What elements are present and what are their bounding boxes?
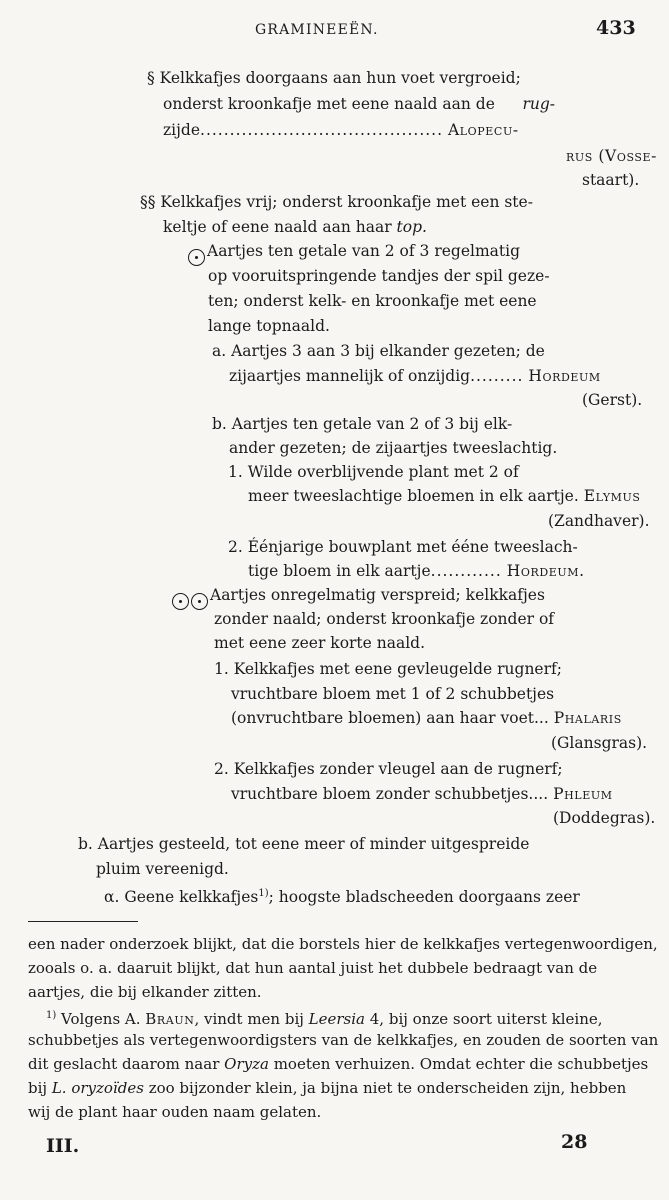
key-line [248, 486, 641, 506]
text-span: Aartjes onregelmatig verspreid; kelkkafjes [210, 586, 545, 604]
leader-dots: ......................................... [200, 121, 444, 139]
key-line: b. Aartjes ten getale van 2 of 3 bij elk- [212, 415, 513, 433]
text-span: α. Geene kelkkafjes [104, 888, 259, 906]
key-line [248, 561, 585, 581]
italic-span: Oryza [224, 1055, 269, 1073]
footnote-line [28, 1054, 649, 1074]
signature-roman: III. [46, 1135, 80, 1157]
genus-name: Hordeum. [506, 562, 585, 580]
key-line: (Doddegras). [553, 809, 656, 827]
text-span [188, 241, 520, 266]
key-line [172, 585, 555, 610]
text-span: bij [28, 1079, 52, 1097]
italic-span: Leersia [308, 1010, 365, 1028]
sun-symbol-icon [191, 593, 208, 610]
text-span: tige bloem in elk aartje [248, 562, 431, 580]
text-span: vruchtbare bloem zonder schubbetjes.... [231, 785, 549, 803]
footnote-marker: 1) [258, 888, 269, 899]
italic-span: rug- [522, 95, 555, 113]
text-span: onderst kroonkafje met eene naald aan de [163, 95, 495, 113]
text-span: Aartjes ten getale van 2 of 3 regelmatig [207, 242, 521, 260]
text-span [46, 1006, 603, 1029]
footnote-line [46, 1006, 640, 1029]
genus-name: Phalaris [553, 709, 622, 727]
footnote-line: een nader onderzoek blijkt, dat die borstels hier de kelkkafjes vertegenwoordigen, [28, 935, 658, 953]
italic-span: L. oryzoïdes [51, 1079, 144, 1097]
key-line: §§ Kelkkafjes vrij; onderst kroonkafje met een ste- [140, 193, 533, 211]
leader-dots: ............ [430, 562, 502, 580]
text-span: 4, bij onze soort uiterst kleine, [365, 1010, 603, 1028]
text-span: ; hoogste bladscheeden doorgaans zeer [268, 888, 580, 906]
key-line [163, 120, 519, 140]
footnote-marker: 1) [46, 1010, 57, 1021]
key-line: pluim vereenigd. [96, 860, 229, 878]
text-span: (onvruchtbare bloemen) aan haar voet... [231, 709, 549, 727]
genus-name: Alopecu- [447, 121, 519, 139]
signature-number: 28 [561, 1131, 588, 1153]
key-line: a. Aartjes 3 aan 3 bij elkander gezeten; de [212, 342, 545, 360]
key-line: (Zandhaver). [548, 512, 650, 530]
key-line: § Kelkkafjes doorgaans aan hun voet vergroeid; [147, 69, 521, 87]
key-line: 2. Kelkkafjes zonder vleugel aan de rugnerf; [214, 760, 563, 778]
footnote-line [28, 1078, 640, 1098]
text-span: , vindt men bij [194, 1010, 309, 1028]
key-line [104, 884, 580, 907]
text-span [172, 585, 545, 610]
text-span: zijaartjes mannelijk of onzijdig [229, 367, 471, 385]
key-line [163, 94, 555, 114]
key-line: ander gezeten; de zijaartjes tweeslachtig. [229, 439, 558, 457]
text-span [28, 1078, 626, 1098]
key-line: (Gerst). [582, 391, 643, 409]
sun-symbol-icon [188, 249, 205, 266]
key-line: op vooruitspringende tandjes der spil geze- [208, 267, 550, 285]
key-line: zonder naald; onderst kroonkafje zonder of [214, 610, 555, 628]
text-span [28, 1054, 648, 1074]
key-line: met eene zeer korte naald. [214, 634, 426, 652]
key-line [231, 708, 622, 728]
key-line: (Glansgras). [551, 734, 648, 752]
genus-name: Phleum [553, 785, 613, 803]
key-line: b. Aartjes gesteeld, tot eene meer of minder uitgespreide [78, 835, 530, 853]
footnote-line: zooals o. a. daaruit blijkt, dat hun aantal juist het dubbele bedraagt van de [28, 959, 598, 977]
text-span: zijde [163, 121, 201, 139]
footnote-rule [28, 921, 138, 922]
running-title: GRAMINEEËN. [255, 22, 379, 38]
author-name: Braun [145, 1010, 195, 1028]
footnote-line: aartjes, die bij elkander zitten. [28, 983, 262, 1001]
text-span: dit geslacht daarom naar [28, 1055, 225, 1073]
footnote-line: schubbetjes als vertegenwoordigsters van de kelkkafjes, en zouden de soorten van [28, 1031, 659, 1049]
text-span: Volgens A. [56, 1010, 146, 1028]
key-line: ten; onderst kelk- en kroonkafje met eene [208, 292, 537, 310]
text-span: zoo bijzonder klein, ja bijna niet te onderscheiden zijn, hebben [143, 1079, 627, 1097]
key-line: 2. Éénjarige bouwplant met ééne tweeslach- [228, 538, 578, 556]
key-line: vruchtbare bloem met 1 of 2 schubbetjes [231, 685, 555, 703]
italic-span: top. [396, 218, 427, 236]
key-line [231, 784, 613, 804]
key-line: 1. Wilde overblijvende plant met 2 of [228, 463, 519, 481]
key-line [163, 217, 427, 237]
key-line: lange topnaald. [208, 317, 330, 335]
leader-dots: ......... [470, 367, 524, 385]
key-line: 1. Kelkkafjes met eene gevleugelde rugnerf; [214, 660, 562, 678]
text-span: meer tweeslachtige bloemen in elk aartje. [248, 487, 579, 505]
key-line [229, 366, 601, 386]
page-number: 433 [596, 17, 636, 39]
genus-name: rus (Vosse- [566, 147, 658, 165]
key-line: staart). [582, 171, 640, 189]
text-span: keltje of eene naald aan haar [163, 218, 397, 236]
genus-name: Elymus [583, 487, 641, 505]
genus-name: Hordeum [528, 367, 601, 385]
key-line [188, 241, 555, 266]
footnote-line: wij de plant haar ouden naam gelaten. [28, 1103, 322, 1121]
text-span: moeten verhuizen. Omdat echter die schubbetjes [268, 1055, 649, 1073]
sun-symbol-icon [172, 593, 189, 610]
key-line [566, 146, 657, 166]
